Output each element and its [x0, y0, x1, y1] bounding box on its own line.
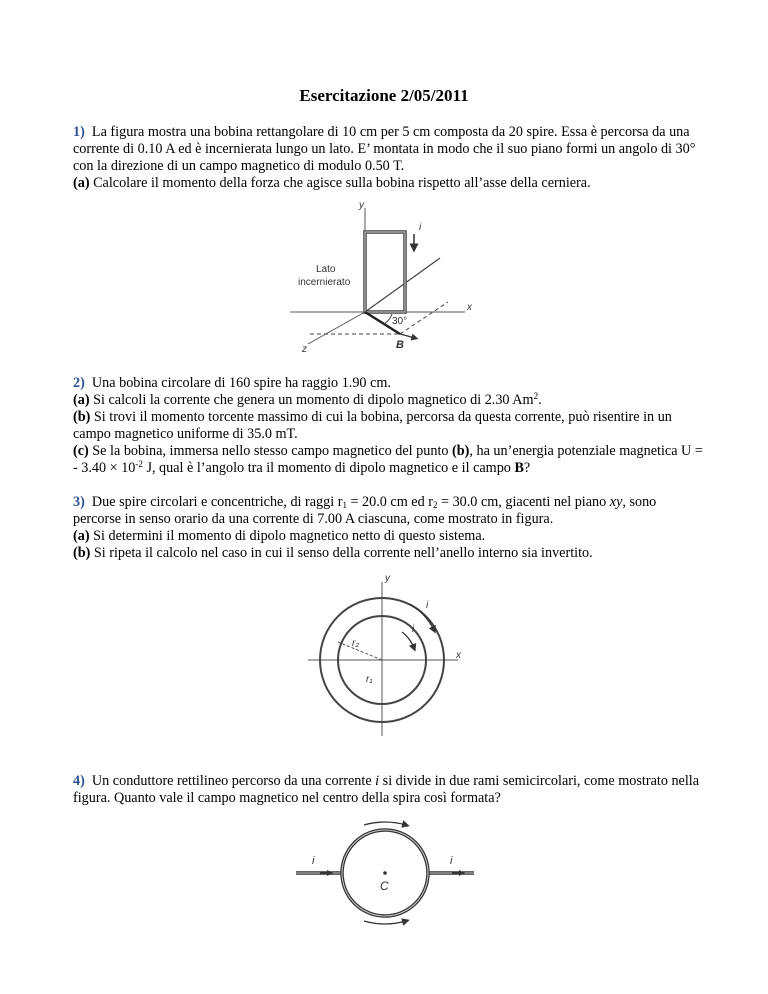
superscript: 2 [533, 391, 539, 401]
figure-hinged-coil [280, 198, 480, 358]
z-label: z [302, 344, 307, 355]
part-text: , ha un’energia potenziale magnetica U = - 3.40 × 10 [73, 443, 703, 476]
plane-symbol: xy [609, 494, 623, 510]
problem-number: 3) [73, 494, 85, 510]
angle-label: 30° [392, 316, 408, 327]
x-label: x [456, 650, 461, 661]
superscript: -2 [135, 459, 143, 469]
part-text: Si trovi il momento torcente massimo di cui la bobina, percorsa da questa corrente, può risentire in un campo magnetico uniforme di 35.0 mT. [73, 409, 672, 442]
part-label: (a) [73, 392, 90, 408]
outer-current-label: i [426, 600, 429, 611]
problem-number: 2) [73, 375, 85, 391]
problem-text: si divide in due rami semicircolari, come mostrato nella figura. Quanto vale il campo magnetico nel centro della spira così formata? [73, 773, 700, 806]
problem-2 [73, 375, 703, 477]
part-text: Si calcoli la corrente che genera un momento di dipolo magnetico di 2.30 Am [93, 392, 534, 408]
radius-r2 [338, 642, 382, 660]
problem-text: , sono percorse in senso orario da una corrente di 7.00 A ciascuna, come mostrato in figura. [73, 494, 657, 527]
current-label-left: i [312, 855, 315, 867]
r1-label: r₁ [366, 674, 373, 685]
problem-text: Una bobina circolare di 160 spire ha raggio 1.90 cm. [91, 375, 391, 391]
upper-branch-arrow [364, 822, 406, 825]
part-label: (b) [73, 409, 91, 425]
y-label: y [359, 200, 364, 211]
problem-1 [73, 124, 703, 192]
part-label: (a) [73, 528, 90, 544]
r2-label: r₂ [352, 638, 360, 649]
part-text: Si determini il momento di dipolo magnetico netto di questo sistema. [93, 528, 486, 544]
problem-text: Un conduttore rettilineo percorso da una corrente [91, 773, 376, 789]
part-text: Calcolare il momento della forza che agisce sulla bobina rispetto all’asse della cerniera. [93, 175, 591, 191]
part-text: Si ripeta il calcolo nel caso in cui il senso della corrente nell’anello interno sia invertito. [93, 545, 593, 561]
problem-text: = 20.0 cm ed r [346, 494, 433, 510]
hinge-label-line2: incernierato [298, 277, 351, 288]
current-label-right: i [450, 855, 453, 867]
part-label: (b) [73, 545, 91, 561]
current-label: i [419, 222, 422, 233]
center-label: C [380, 879, 389, 893]
problem-number: 4) [73, 773, 85, 789]
page-title: Esercitazione 2/05/2011 [299, 86, 469, 105]
hinge-label-line1: Lato [316, 264, 336, 275]
y-label: y [385, 573, 390, 584]
problem-number: 1) [73, 124, 85, 140]
center-point [383, 871, 387, 875]
current-symbol: i [375, 773, 380, 789]
lower-branch-arrow [364, 921, 406, 924]
x-label: x [467, 302, 472, 313]
part-text: J, qual è l’angolo tra il momento di dipolo magnetico e il campo [142, 460, 511, 476]
field-label: B [396, 339, 404, 351]
inner-current-label: i [412, 624, 415, 635]
part-label: (a) [73, 175, 90, 191]
part-text: ? [523, 460, 531, 476]
part-label: (c) [73, 443, 89, 459]
problem-text: Due spire circolari e concentriche, di raggi r [91, 494, 343, 510]
coil-plane-line [365, 258, 440, 312]
problem-text: La figura mostra una bobina rettangolare di 10 cm per 5 cm composta da 20 spire. Essa è percorsa da una corrente di 0.10 A ed è incernierata lungo un lato. E’ montata in modo che il suo piano formi un angolo di 30° con la direzione di un campo magnetico di modulo 0.50 T. [73, 124, 696, 174]
subscript: 1 [342, 500, 347, 510]
subscript: 2 [432, 500, 438, 510]
figure-split-conductor [292, 820, 477, 935]
part-text: Se la bobina, immersa nello stesso campo magnetico del punto [92, 443, 449, 459]
figure-concentric-loops [300, 570, 470, 740]
coil-rectangle [365, 232, 405, 312]
part-text: . [538, 392, 542, 408]
part-ref: (b) [452, 443, 470, 459]
problem-3 [73, 494, 703, 562]
z-axis [308, 312, 365, 344]
field-symbol: B [514, 460, 524, 476]
problem-4 [73, 773, 703, 807]
problem-text: = 30.0 cm, giacenti nel piano [437, 494, 610, 510]
